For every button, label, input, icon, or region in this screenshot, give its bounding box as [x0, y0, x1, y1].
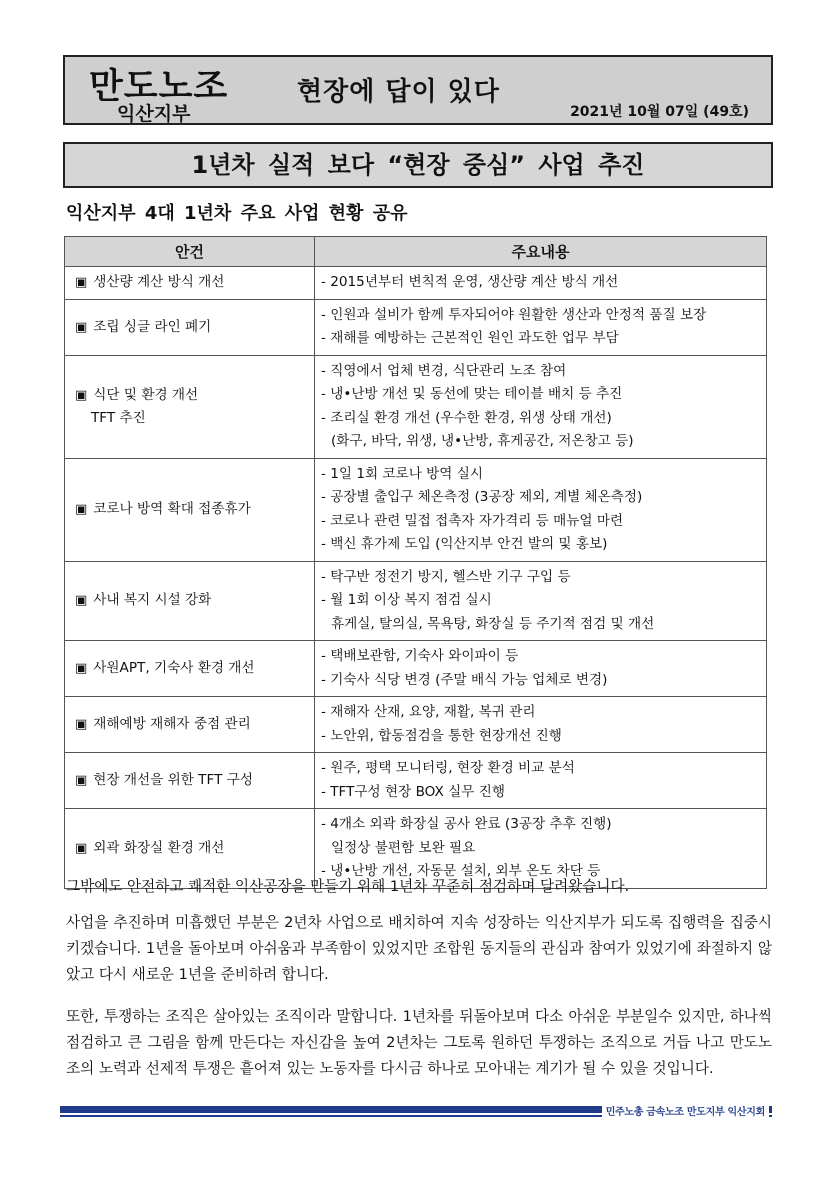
topic-label: 조립 싱글 라인 폐기 [93, 318, 212, 335]
checkbox-icon: ▣ [75, 717, 88, 732]
content-line: 휴게실, 탈의실, 목욕탕, 화장실 등 주기적 점검 및 개선 [331, 615, 655, 632]
paragraph-3: 또한, 투쟁하는 조직은 살아있는 조직이라 말합니다. 1년차를 뒤돌아보며 다소 아쉬운 부분일수 있지만, 하나씩 점검하고 큰 그림을 함께 만든다는 자신감을 높여 2년차는 그토록 원하던 투쟁하는 조직으로 거듭 나고 만도노조의 노력과 선제적 투쟁은 흩어져 있는 노동자를 다시금 하나로 모아내는 계기가 될 수 있을 것입니다. [66, 1008, 772, 1077]
content-line: - 재해를 예방하는 근본적인 원인 과도한 업무 부담 [321, 330, 619, 346]
row-content [315, 355, 767, 458]
content-line: - 노안위, 합동점검을 통한 현장개선 진행 [321, 727, 562, 744]
table-row [65, 355, 767, 458]
content-line: - 코로나 관련 밀접 접촉자 자가격리 등 매뉴얼 마련 [321, 512, 624, 529]
content-line: - 택배보관함, 기숙사 와이파이 등 [321, 648, 519, 664]
table-row [65, 641, 767, 697]
checkbox-icon: ▣ [75, 773, 88, 788]
agenda-table-body [65, 267, 767, 889]
agenda-table [64, 236, 767, 889]
content-line: - TFT구성 현장 BOX 실무 진행 [321, 783, 505, 800]
checkbox-icon: ▣ [75, 388, 88, 403]
column-header-content: 주요내용 [315, 237, 767, 267]
row-content [315, 458, 767, 561]
paragraph-1: 그밖에도 안전하고 쾌적한 익산공장을 만들기 위해 1년차 꾸준히 점검하며 달려왔습니다. [66, 878, 630, 895]
table-header-row [65, 237, 767, 267]
row-content [315, 641, 767, 697]
content-line: - 월 1회 이상 복지 점검 실시 [321, 592, 492, 608]
newsletter-header [63, 55, 773, 125]
slogan: 현장에 답이 있다 [297, 77, 500, 107]
checkbox-icon: ▣ [75, 593, 88, 609]
section-subtitle: 익산지부 4대 1년차 주요 사업 현황 공유 [66, 203, 408, 224]
content-line: - 재해자 산재, 요양, 재활, 복귀 관리 [321, 704, 536, 720]
row-topic [65, 299, 315, 355]
content-line: - 원주, 평택 모니터링, 현장 환경 비교 분석 [321, 760, 575, 776]
checkbox-icon: ▣ [75, 840, 88, 856]
checkbox-icon: ▣ [75, 661, 88, 676]
content-line: - 냉•난방 개선 및 동선에 맞는 테이블 배치 등 추진 [321, 386, 623, 402]
topic-label: 생산량 계산 방식 개선 [93, 274, 225, 291]
content-line: - 공장별 출입구 체온측정 (3공장 제외, 계별 체온측정) [321, 489, 643, 505]
topic-label: 현장 개선을 위한 TFT 구성 [93, 772, 253, 788]
row-content [315, 697, 767, 753]
checkbox-icon: ▣ [75, 275, 88, 291]
row-topic [65, 697, 315, 753]
content-line: - 조리실 환경 개선 (우수한 환경, 위생 상태 개선) [321, 409, 612, 426]
branch-name: 익산지부 [117, 103, 191, 125]
row-content [315, 299, 767, 355]
content-line: - 기숙사 식당 변경 (주말 배식 가능 업체로 변경) [321, 671, 608, 688]
content-line: - 인원과 설비가 함께 투자되어야 원활한 생산과 안정적 품질 보장 [321, 306, 707, 323]
content-line: - 2015년부터 변칙적 운영, 생산량 계산 방식 개선 [321, 274, 619, 290]
content-line: - 직영에서 업체 변경, 식단관리 노조 참여 [321, 362, 567, 379]
checkbox-icon: ▣ [75, 319, 88, 335]
org-name: 만도노조 [89, 67, 229, 107]
table-row [65, 267, 767, 300]
content-line: - 4개소 외곽 화장실 공사 완료 (3공장 추후 진행) [321, 816, 612, 832]
table-row [65, 299, 767, 355]
issue-date: 2021년 10월 07일 (49호) [570, 104, 749, 120]
row-topic [65, 641, 315, 697]
row-content [315, 267, 767, 300]
content-line: 일정상 불편함 보완 필요 [331, 839, 476, 856]
content-line: - 1일 1회 코로나 방역 실시 [321, 465, 483, 482]
content-line: - 탁구반 정전기 방지, 헬스반 기구 구입 등 [321, 568, 571, 585]
table-row [65, 458, 767, 561]
content-line: - 냉•난방 개선, 자동문 설치, 외부 온도 차단 등 [321, 863, 601, 879]
footer-publisher: 민주노총 금속노조 만도지부 익산지회 [602, 1103, 769, 1118]
row-content [315, 561, 767, 641]
row-topic [65, 561, 315, 641]
table-row [65, 697, 767, 753]
row-content [315, 753, 767, 809]
table-row [65, 753, 767, 809]
headline: 1년차 실적 보다 “현장 중심” 사업 추진 [63, 142, 773, 188]
topic-label: 사내 복지 시설 강화 [93, 592, 212, 609]
paragraph-2: 사업을 추진하며 미흡했던 부분은 2년차 사업으로 배치하여 지속 성장하는 익산지부가 되도록 집행력을 집중시키겠습니다. 1년을 돌아보며 아쉬움과 부족함이 있었지만 조합원 동지들의 관심과 참여가 있었기에 좌절하지 않았고 다시 새로운 1년을 준비하려 합니다. [66, 914, 772, 983]
content-line: - 백신 휴가제 도입 (익산지부 안건 발의 및 홍보) [321, 536, 608, 552]
table-row [65, 561, 767, 641]
content-line: (화구, 바닥, 위생, 냉•난방, 휴게공간, 저온창고 등) [331, 433, 634, 449]
topic-label: 외곽 화장실 환경 개선 [93, 839, 225, 856]
row-topic [65, 458, 315, 561]
topic-label: 재해예방 재해자 중점 관리 [93, 716, 251, 732]
topic-label: 코로나 방역 확대 접종휴가 [93, 501, 251, 517]
checkbox-icon: ▣ [75, 502, 88, 517]
topic-label: 사원APT, 기숙사 환경 개선 [93, 660, 255, 676]
row-topic [65, 753, 315, 809]
topic-label-line: TFT 추진 [91, 410, 146, 426]
row-topic [65, 267, 315, 300]
column-header-topic: 안건 [65, 237, 315, 267]
row-topic [65, 355, 315, 458]
topic-label: 식단 및 환경 개선 [93, 387, 199, 403]
